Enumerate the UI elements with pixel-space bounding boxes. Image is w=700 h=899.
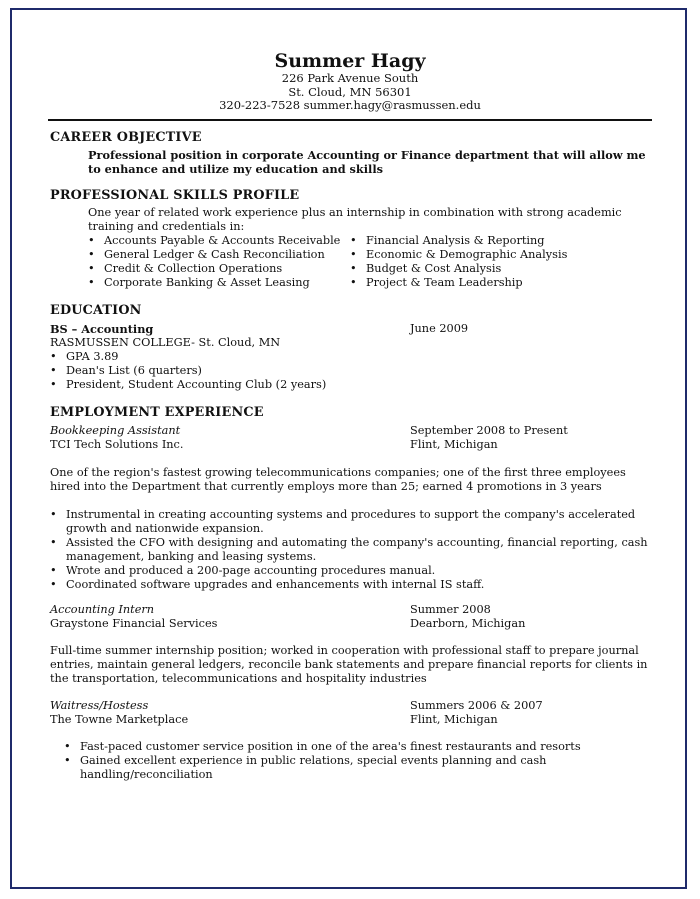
degree: BS – Accounting [50, 322, 154, 336]
job-title-row [50, 424, 650, 438]
job-company: Graystone Financial Services [50, 617, 218, 630]
contact-line: 320-223-7528 summer.hagy@rasmussen.edu [219, 98, 481, 112]
education-item: • GPA 3.89 [50, 350, 650, 364]
skill-item: • General Ledger & Cash Reconciliation [88, 248, 350, 262]
job-company-row [50, 713, 650, 727]
resume-header [0, 50, 700, 113]
skill-item: • Economic & Demographic Analysis [350, 248, 612, 262]
skills-columns [88, 234, 650, 290]
skills-column-left [88, 234, 350, 290]
skills-heading: PROFESSIONAL SKILLS PROFILE [50, 188, 300, 203]
job-bullet: • Assisted the CFO with designing and automating the company's accounting, financial reporting, cash management, banking and leasing systems. [50, 536, 650, 564]
job-bullets [50, 508, 650, 592]
skills-column-right [350, 234, 612, 290]
skill-item: • Accounts Payable & Accounts Receivable [88, 234, 350, 248]
job-dates: September 2008 to Present [410, 424, 568, 437]
skill-item: • Project & Team Leadership [350, 276, 612, 290]
objective-text: Professional position in corporate Accounting or Finance department that will allow me to enhance and utilize my education and skills [88, 148, 646, 176]
job-company: The Towne Marketplace [50, 713, 189, 726]
job-bullet: • Wrote and produced a 200-page accounting procedures manual. [50, 564, 650, 578]
job-title-row [50, 603, 650, 617]
graduation-date: June 2009 [410, 322, 469, 335]
skill-item: • Financial Analysis & Reporting [350, 234, 612, 248]
job-summary: One of the region's fastest growing telecommunications companies; one of the first three employees hired into the Department that currently employs more than 25; earned 4 promotions in 3 years [50, 466, 626, 493]
job-bullet: • Coordinated software upgrades and enhancements with internal IS staff. [50, 578, 650, 592]
job-location: Flint, Michigan [410, 713, 498, 726]
skill-item: • Credit & Collection Operations [88, 262, 350, 276]
resume-body [50, 130, 650, 782]
job-company-row [50, 438, 650, 452]
job-bullets [64, 740, 650, 782]
job-location: Flint, Michigan [410, 438, 498, 451]
job-company: TCI Tech Solutions Inc. [50, 438, 184, 451]
school-name: RASMUSSEN COLLEGE- St. Cloud, MN [50, 336, 281, 349]
job-dates: Summers 2006 & 2007 [410, 699, 543, 712]
skills-intro: One year of related work experience plus an internship in combination with strong academic training and credentials in: [88, 206, 622, 233]
job-title: Bookkeeping Assistant [50, 424, 181, 437]
job-bullet: • Instrumental in creating accounting systems and procedures to support the company's accelerated growth and nationwide expansion. [50, 508, 650, 536]
objective-heading: CAREER OBJECTIVE [50, 130, 202, 145]
job-dates: Summer 2008 [410, 603, 491, 616]
candidate-name: Summer Hagy [274, 50, 426, 72]
job-company-row [50, 617, 650, 631]
employment-heading: EMPLOYMENT EXPERIENCE [50, 405, 264, 420]
job-title: Accounting Intern [50, 603, 155, 616]
job-bullet: • Gained excellent experience in public relations, special events planning and cash handling/reconciliation [64, 754, 650, 782]
education-item: • President, Student Accounting Club (2 years) [50, 378, 650, 392]
skill-item: • Corporate Banking & Asset Leasing [88, 276, 350, 290]
address-line-2: St. Cloud, MN 56301 [288, 84, 412, 99]
education-heading: EDUCATION [50, 303, 142, 318]
job-title-row [50, 699, 650, 713]
skill-item: • Budget & Cost Analysis [350, 262, 612, 276]
address-line-1: 226 Park Avenue South [281, 71, 419, 85]
degree-row [50, 322, 650, 336]
education-item: • Dean's List (6 quarters) [50, 364, 650, 378]
job-title: Waitress/Hostess [50, 699, 149, 712]
header-divider [48, 119, 652, 121]
education-list [50, 350, 650, 392]
job-location: Dearborn, Michigan [410, 617, 526, 630]
job-bullet: • Fast-paced customer service position in one of the area's finest restaurants and resorts [64, 740, 650, 754]
job-summary: Full-time summer internship position; worked in cooperation with professional staff to prepare journal entries, maintain general ledgers, reconcile bank statements and prepare financial reports for clients in the transportation, telecommunications and hospitality industries [50, 644, 648, 685]
